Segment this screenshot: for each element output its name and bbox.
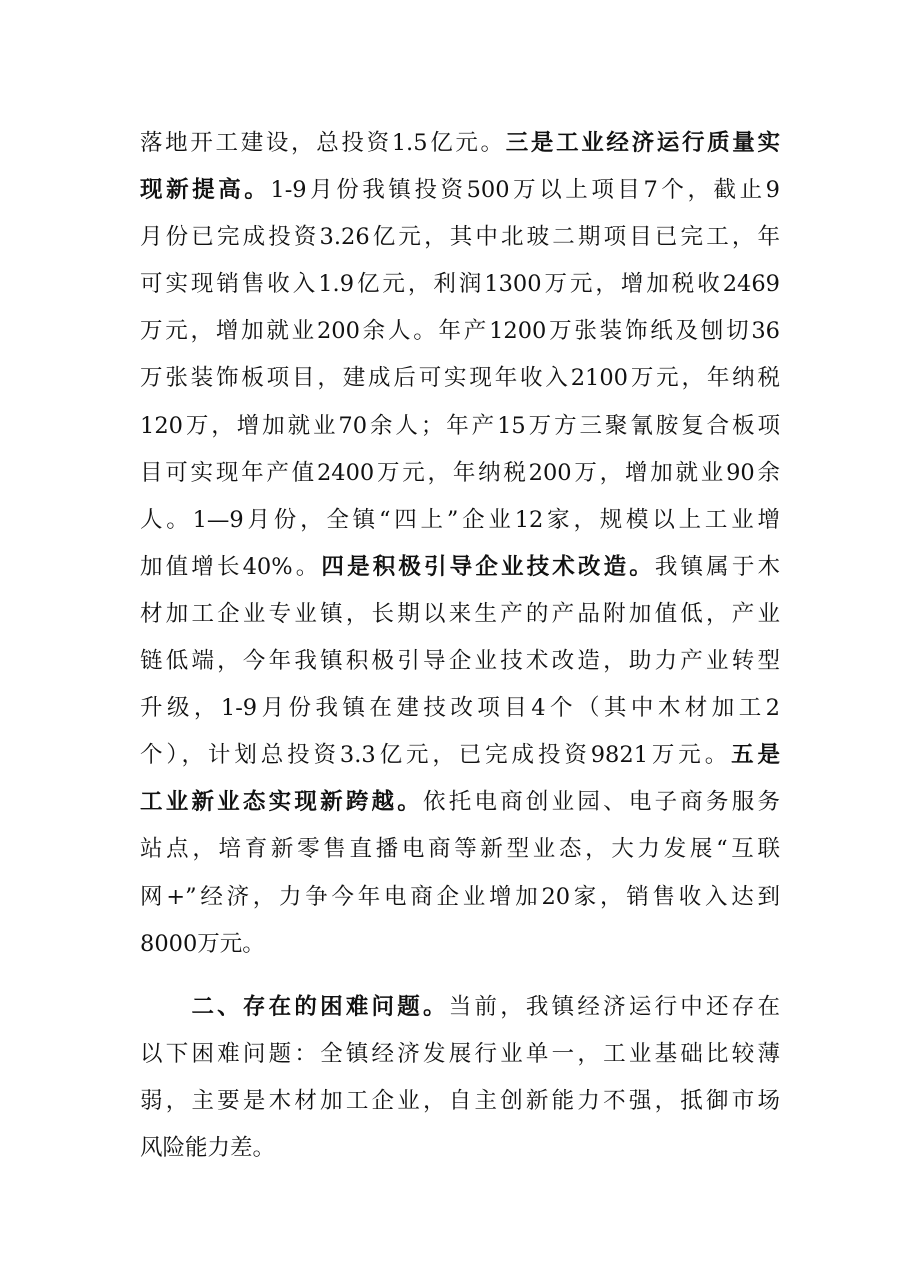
- text-line: [140, 984, 780, 1031]
- body-text: 风险能力差。: [140, 1134, 276, 1161]
- body-text: 我镇属于木: [654, 553, 780, 580]
- section-paragraph: [140, 984, 780, 1172]
- body-text: 8000万元。: [140, 930, 265, 957]
- text-line: [140, 921, 780, 968]
- text-line: [140, 591, 780, 638]
- text-line: [140, 120, 780, 167]
- body-text: 依托电商创业园、电子商务服务: [423, 789, 780, 816]
- text-line: [140, 826, 780, 873]
- body-text: 落地开工建设，总投资1.5亿元。: [140, 130, 506, 156]
- text-line: [140, 874, 780, 921]
- body-text: 月份已完成投资3.26亿元，其中北玻二期项目已完工，年: [140, 224, 780, 251]
- text-line: [140, 685, 780, 732]
- text-line: [140, 1031, 780, 1078]
- bold-heading-text: 五是: [731, 742, 780, 769]
- body-text: 弱，主要是木材加工企业，自主创新能力不强，抵御市场: [140, 1087, 780, 1114]
- body-text: 可实现销售收入1.9亿元，利润1300万元，增加税收2469: [140, 271, 780, 298]
- text-line: [140, 355, 780, 402]
- body-text: 升级，1-9月份我镇在建技改项目4个（其中木材加工2: [140, 695, 780, 722]
- document-text: [140, 120, 780, 1172]
- text-line: [140, 214, 780, 261]
- body-text: 当前，我镇经济运行中还存在: [448, 993, 780, 1020]
- bold-heading-text: 现新提高。: [140, 177, 271, 204]
- paragraph-gap: [140, 968, 780, 984]
- text-line: [140, 779, 780, 826]
- body-text: 材加工企业专业镇，长期以来生产的产品附加值低，产业: [140, 600, 780, 627]
- body-text: 站点，培育新零售直播电商等新型业态，大力发展“互联: [140, 836, 780, 863]
- body-text: 加值增长40%。: [140, 553, 322, 580]
- body-text: 120万，增加就业70余人；年产15万方三聚氰胺复合板项: [140, 412, 780, 439]
- text-line: [140, 403, 780, 450]
- text-line: [140, 450, 780, 497]
- bold-heading-text: 三是工业经济运行质量实: [505, 130, 780, 156]
- body-text: 个），计划总投资3.3亿元，已完成投资9821万元。: [140, 742, 732, 769]
- text-line: [140, 1078, 780, 1125]
- body-text: 人。1—9月份，全镇“四上”企业12家，规模以上工业增: [140, 506, 780, 533]
- bold-heading-text: 二、存在的困难问题。: [140, 993, 449, 1020]
- body-text: 万元，增加就业200余人。年产1200万张装饰纸及刨切36: [140, 318, 780, 345]
- text-line: [140, 167, 780, 214]
- body-text: 万张装饰板项目，建成后可实现年收入2100万元，年纳税: [140, 365, 780, 392]
- text-line: [140, 544, 780, 591]
- text-line: [140, 497, 780, 544]
- body-text: 目可实现年产值2400万元，年纳税200万，增加就业90余: [140, 459, 780, 486]
- bold-heading-text: 工业新业态实现新跨越。: [140, 789, 424, 816]
- text-line: [140, 308, 780, 355]
- body-text: 链低端，今年我镇积极引导企业技术改造，助力产业转型: [140, 648, 780, 675]
- text-line: [140, 1125, 780, 1172]
- body-text: 网+”经济，力争今年电商企业增加20家，销售收入达到: [140, 883, 780, 910]
- text-line: [140, 732, 780, 779]
- text-line: [140, 261, 780, 308]
- body-text: 1-9月份我镇投资500万以上项目7个，截止9: [270, 177, 780, 204]
- bold-heading-text: 四是积极引导企业技术改造。: [321, 553, 655, 580]
- body-text: 以下困难问题：全镇经济发展行业单一，工业基础比较薄: [140, 1040, 780, 1067]
- text-line: [140, 638, 780, 685]
- body-paragraph: [140, 120, 780, 968]
